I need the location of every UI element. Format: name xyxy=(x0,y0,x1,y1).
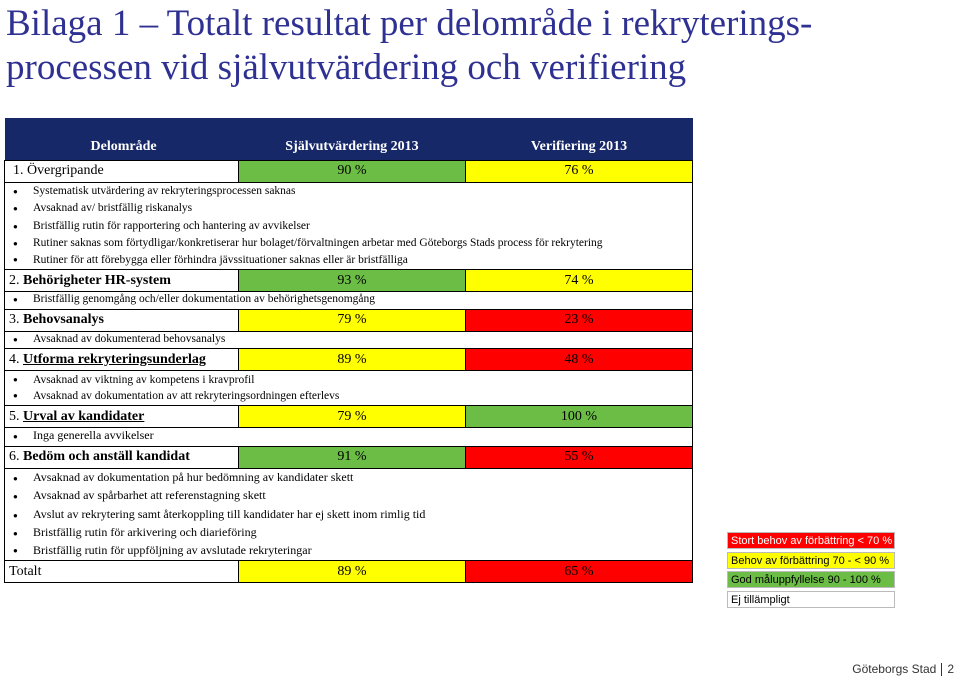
self-evaluation-score: 89 % xyxy=(239,349,466,371)
finding-spacer xyxy=(466,428,693,447)
footer-page-number: 2 xyxy=(947,662,954,676)
finding-text: Avsaknad av viktning av kompetens i kravprofil xyxy=(33,373,255,386)
finding-text: Avslut av rekrytering samt återkoppling till kandidater har ej skett inom rimlig tid xyxy=(33,506,426,521)
bullet-icon: ● xyxy=(13,239,18,249)
finding-row xyxy=(5,468,693,487)
finding-text: Avsaknad av dokumentation på hur bedömning av kandidater skett xyxy=(33,470,354,484)
verification-score: 74 % xyxy=(466,270,693,292)
finding-spacer xyxy=(466,505,693,524)
finding-row xyxy=(5,235,693,253)
section-number: 4. xyxy=(9,351,20,367)
finding-cell xyxy=(5,331,466,349)
header-verification: Verifiering 2013 xyxy=(466,118,693,160)
finding-row xyxy=(5,428,693,447)
footer-org: Göteborgs Stad xyxy=(852,662,937,676)
section-number: 6. xyxy=(9,449,20,464)
page-title-line1: Bilaga 1 – Totalt resultat per delområde i rekryterings- xyxy=(6,3,813,44)
finding-row xyxy=(5,371,693,389)
finding-text: Bristfällig rutin för arkivering och diarieföring xyxy=(33,525,257,540)
header-delomrade: Delområde xyxy=(5,118,239,160)
header-self-evaluation: Självutvärdering 2013 xyxy=(239,118,466,160)
finding-text: Systematisk utvärdering av rekryteringsprocessen saknas xyxy=(33,185,296,197)
finding-spacer xyxy=(466,524,693,543)
results-table xyxy=(4,118,693,583)
finding-cell xyxy=(5,182,466,200)
section-name-cell xyxy=(5,446,239,468)
section-name: Behovsanalys xyxy=(23,312,104,327)
finding-cell xyxy=(5,252,466,270)
finding-cell xyxy=(5,235,603,253)
self-evaluation-score: 79 % xyxy=(239,309,466,331)
finding-cell xyxy=(5,428,466,447)
finding-spacer xyxy=(466,182,693,200)
section-name: Övergripande xyxy=(27,163,104,178)
finding-row xyxy=(5,292,693,310)
finding-spacer xyxy=(466,468,693,487)
finding-row xyxy=(5,331,693,349)
total-self-evaluation-score: 89 % xyxy=(239,561,466,583)
finding-cell xyxy=(5,217,466,235)
table-header-row xyxy=(5,118,693,160)
finding-row xyxy=(5,542,693,561)
finding-row xyxy=(5,200,693,218)
section-row xyxy=(5,160,693,182)
finding-spacer xyxy=(466,388,693,406)
self-evaluation-score: 91 % xyxy=(239,446,466,468)
section-number: 1. xyxy=(13,163,24,178)
self-evaluation-score: 93 % xyxy=(239,270,466,292)
section-row xyxy=(5,446,693,468)
finding-text: Rutiner saknas som förtydligar/konkretiserar hur bolaget/förvaltningen arbetar med Göteborgs Stads process för rekrytering xyxy=(33,237,603,250)
finding-cell xyxy=(5,505,466,524)
finding-cell xyxy=(5,371,466,389)
page-title xyxy=(6,2,946,90)
section-name-cell xyxy=(5,406,239,428)
finding-cell xyxy=(5,487,466,506)
section-row xyxy=(5,406,693,428)
finding-row xyxy=(5,182,693,200)
bullet-icon: ● xyxy=(13,546,18,556)
page-title-line2: processen vid självutvärdering och verifiering xyxy=(6,47,687,88)
finding-spacer xyxy=(466,252,693,270)
verification-score: 76 % xyxy=(466,160,693,182)
total-verification-score: 65 % xyxy=(466,561,693,583)
self-evaluation-score: 90 % xyxy=(239,160,466,182)
finding-text: Avsaknad av/ bristfällig riskanalys xyxy=(33,202,193,215)
bullet-icon: ● xyxy=(13,186,18,196)
verification-score: 23 % xyxy=(466,309,693,331)
finding-text: Bristfällig rutin för rapportering och hantering av avvikelser xyxy=(33,219,310,232)
finding-text: Bristfällig rutin för uppföljning av avslutade rekryteringar xyxy=(33,542,312,557)
finding-cell xyxy=(5,200,466,218)
finding-spacer xyxy=(466,200,693,218)
finding-text: Avsaknad av spårbarhet att referenstagning skett xyxy=(33,488,266,503)
section-row xyxy=(5,270,693,292)
finding-row xyxy=(5,505,693,524)
bullet-icon: ● xyxy=(13,221,18,231)
section-number: 3. xyxy=(9,312,20,327)
finding-row xyxy=(5,388,693,406)
finding-spacer xyxy=(466,542,693,561)
finding-text: Rutiner för att förebygga eller förhindra jävssituationer saknas eller är bristfälliga xyxy=(33,253,408,266)
bullet-icon: ● xyxy=(13,204,18,214)
finding-row xyxy=(5,252,693,270)
bullet-icon: ● xyxy=(13,492,18,501)
self-evaluation-score: 79 % xyxy=(239,406,466,428)
finding-cell xyxy=(5,542,466,561)
finding-spacer xyxy=(466,217,693,235)
total-label: Totalt xyxy=(5,561,239,583)
bullet-icon: ● xyxy=(13,255,18,265)
legend-item-red: Stort behov av förbättring < 70 % xyxy=(727,532,895,549)
bullet-icon: ● xyxy=(13,375,18,385)
footer xyxy=(852,662,954,676)
section-number: 5. xyxy=(9,408,20,424)
bullet-icon: ● xyxy=(13,295,18,305)
verification-score: 48 % xyxy=(466,349,693,371)
legend-item-yellow: Behov av förbättring 70 - < 90 % xyxy=(727,552,895,569)
footer-divider xyxy=(941,663,942,676)
finding-text: Avsaknad av dokumentation av att rekryteringsordningen efterlevs xyxy=(33,389,340,402)
verification-score: 55 % xyxy=(466,446,693,468)
bullet-icon: ● xyxy=(13,473,18,483)
legend-item-green: God måluppfyllelse 90 - 100 % xyxy=(727,571,895,588)
section-row xyxy=(5,349,693,371)
total-row xyxy=(5,561,693,583)
section-name-cell xyxy=(5,309,239,331)
finding-row xyxy=(5,487,693,506)
finding-spacer xyxy=(466,292,693,310)
section-name-cell xyxy=(5,160,239,182)
section-number: 2. xyxy=(9,272,20,288)
finding-cell xyxy=(5,468,466,487)
bullet-icon: ● xyxy=(13,334,18,344)
section-name-cell xyxy=(5,270,239,292)
section-name: Utforma rekryteringsunderlag xyxy=(23,351,206,367)
section-name: Bedöm och anställ kandidat xyxy=(23,449,190,464)
bullet-icon: ● xyxy=(13,529,18,538)
bullet-icon: ● xyxy=(13,510,18,520)
bullet-icon: ● xyxy=(13,391,18,401)
legend-item-not-applicable: Ej tillämpligt xyxy=(727,591,895,608)
verification-score: 100 % xyxy=(466,406,693,428)
section-name: Behörigheter HR-system xyxy=(23,272,171,288)
section-name: Urval av kandidater xyxy=(23,408,145,424)
finding-text: Bristfällig genomgång och/eller dokumentation av behörighetsgenomgång xyxy=(33,293,376,306)
finding-spacer xyxy=(466,331,693,349)
finding-cell xyxy=(5,388,466,406)
section-name-cell xyxy=(5,349,239,371)
finding-spacer xyxy=(466,371,693,389)
finding-cell xyxy=(5,292,466,310)
finding-row xyxy=(5,524,693,543)
color-legend xyxy=(727,532,895,610)
section-row xyxy=(5,309,693,331)
bullet-icon: ● xyxy=(13,432,18,441)
finding-text: Avsaknad av dokumenterad behovsanalys xyxy=(33,332,226,345)
finding-row xyxy=(5,217,693,235)
finding-spacer xyxy=(466,487,693,506)
finding-text: Inga generella avvikelser xyxy=(33,428,154,443)
finding-cell xyxy=(5,524,466,543)
